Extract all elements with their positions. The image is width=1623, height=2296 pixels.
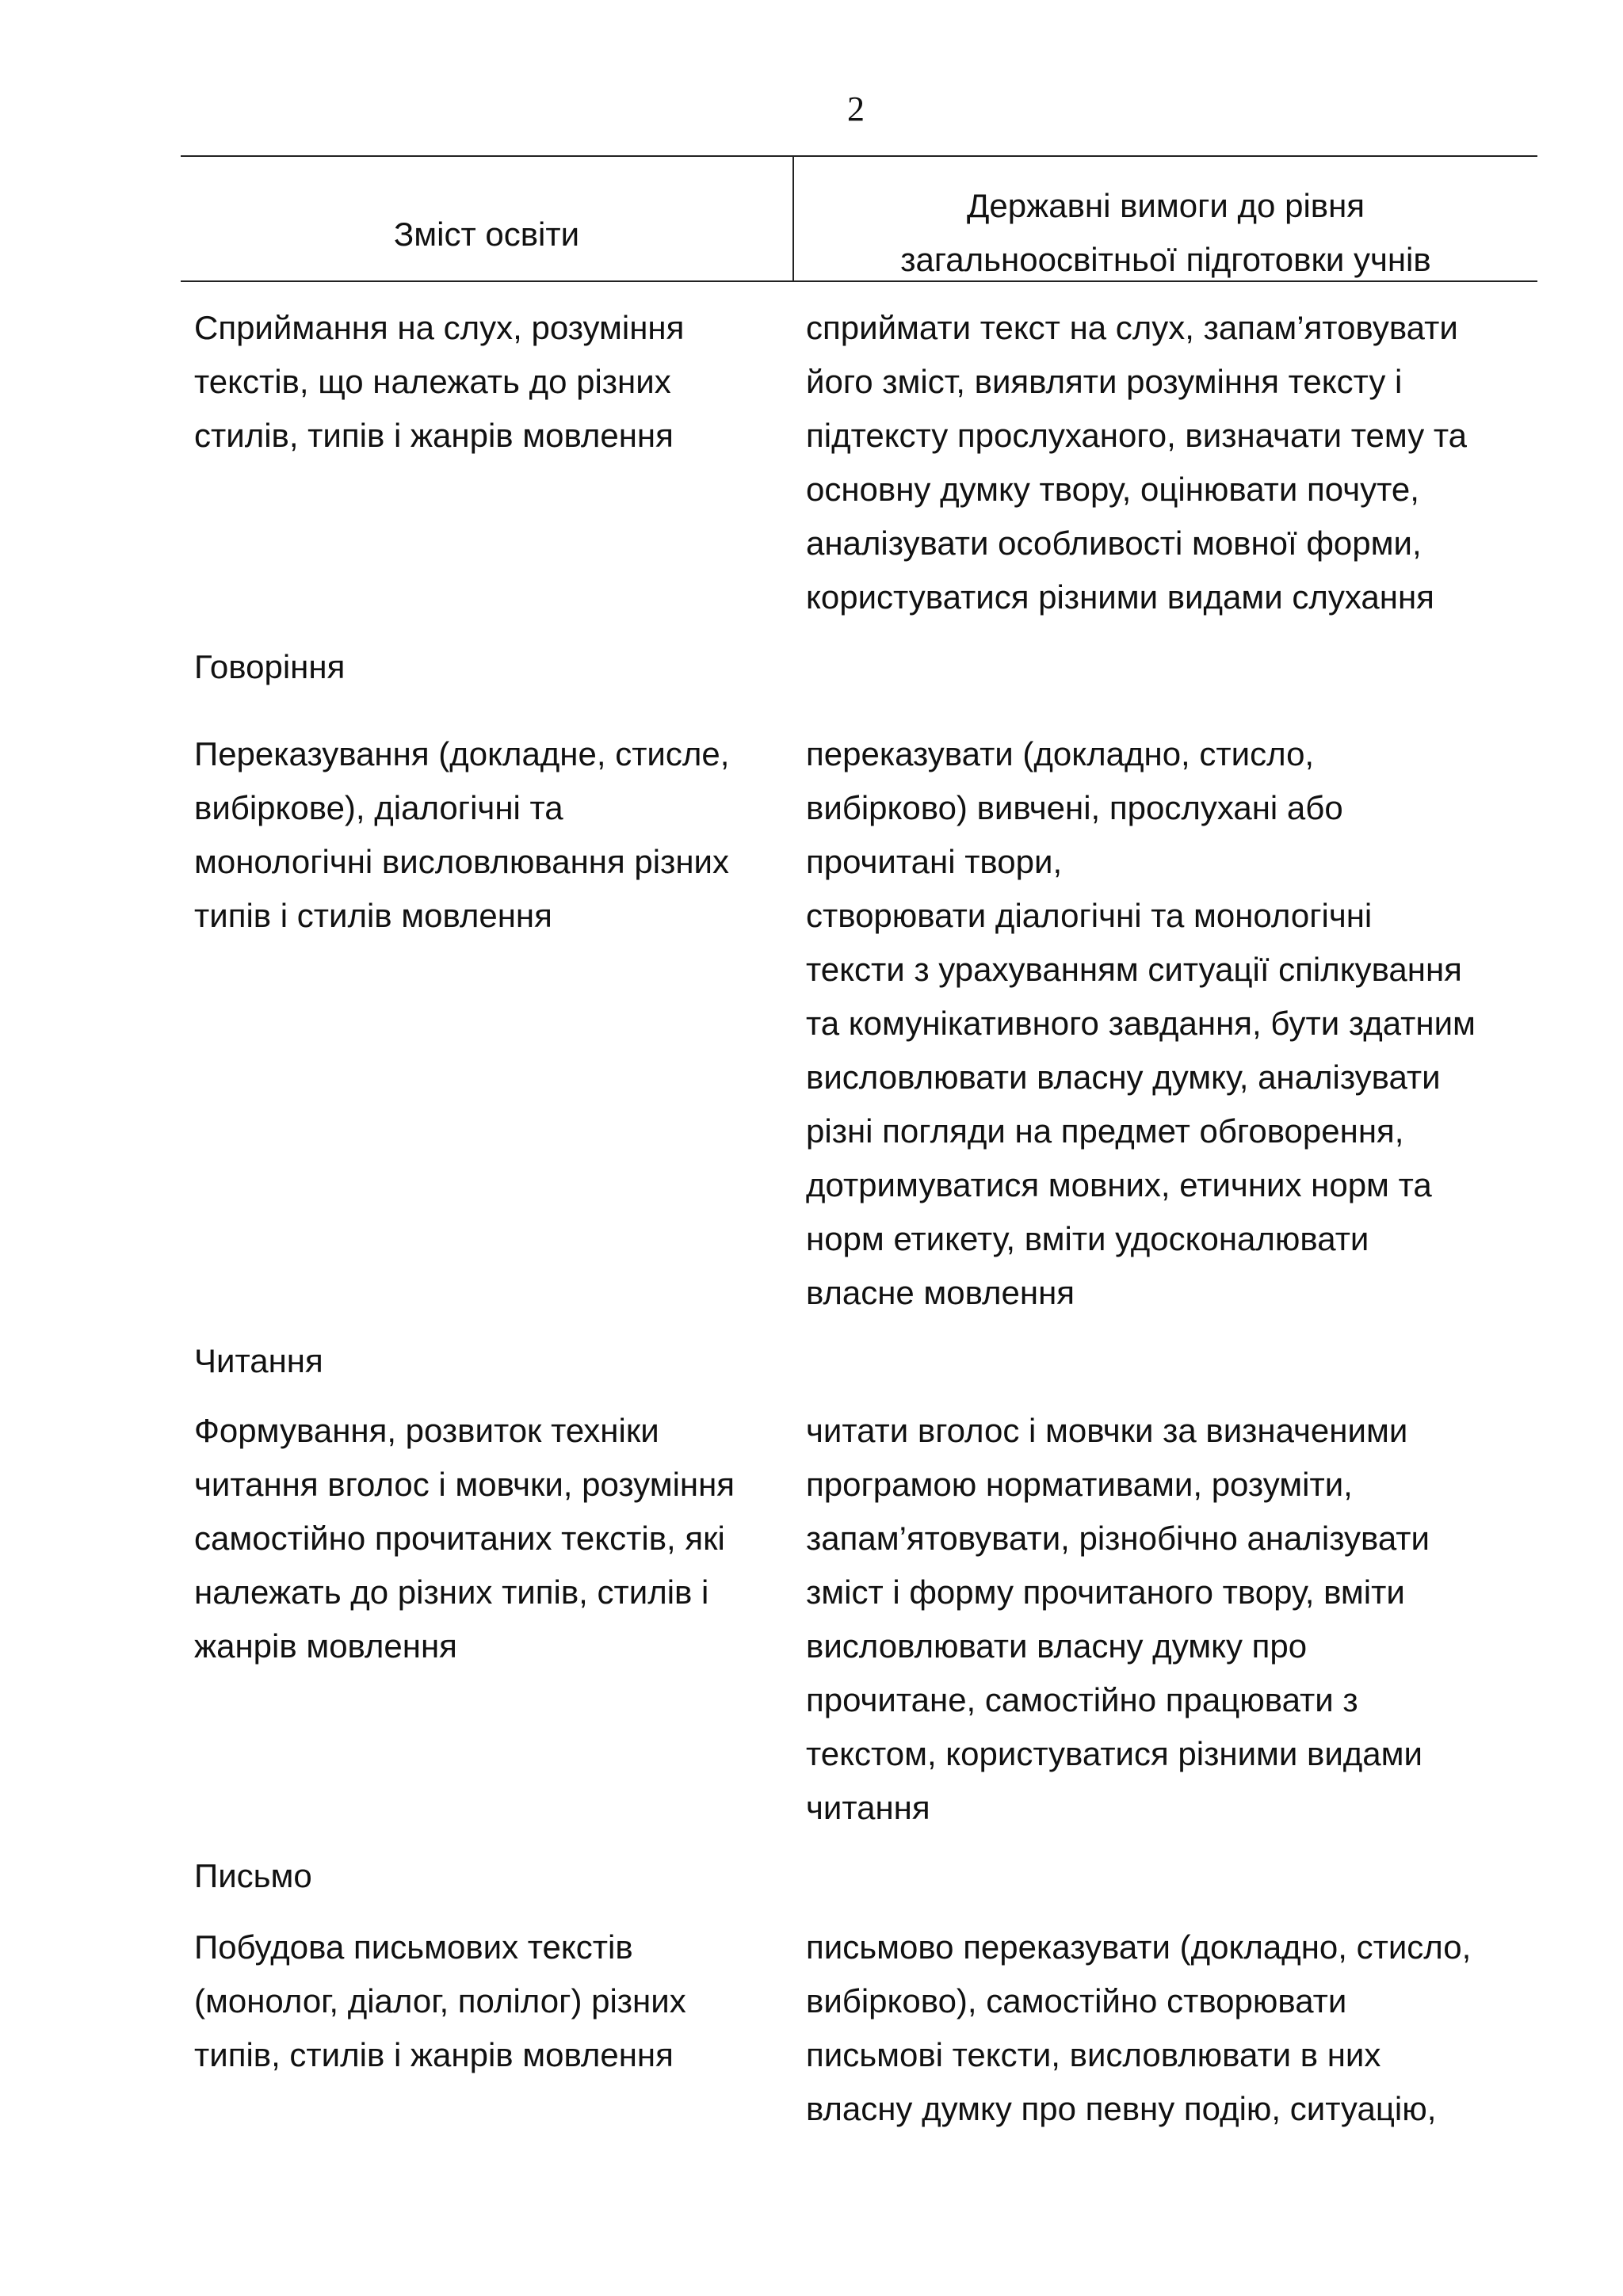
- section-title-writing: Письмо: [194, 1857, 312, 1894]
- row-listening-content: Сприймання на слух, розуміння текстів, що належать до різних стилів, типів і жанрів мовлення: [194, 309, 685, 454]
- row-speaking-requirements: переказувати (докладно, стисло, вибірково) вивчені, прослухані або прочитані твори, створювати діалогічні та монологічні тексти з урахуванням ситуації спілкування та комунікативного завдання, бути здатним висловлювати власну думку, аналізувати різні погляди на предмет обговорення, дотримуватися мовних, етичних норм та норм етикету, вміти удосконалювати власне мовлення: [806, 735, 1476, 1311]
- table-top-rule: [181, 155, 1537, 157]
- row-writing-content: Побудова письмових текстів (монолог, діалог, полілог) різних типів, стилів і жанрів мовлення: [194, 1928, 686, 2073]
- row-speaking-content: Переказування (докладне, стисле, вибіркове), діалогічні та монологічні висловлювання різних типів і стилів мовлення: [194, 735, 730, 934]
- row-reading-content: Формування, розвиток техніки читання вголос і мовчки, розуміння самостійно прочитаних текстів, які належать до різних типів, стилів і жанрів мовлення: [194, 1412, 735, 1665]
- row-listening-requirements: сприймати текст на слух, запам’ятовувати його зміст, виявляти розуміння тексту і підтексту прослуханого, визначати тему та основну думку твору, оцінювати почуте, аналізувати особливості мовної форми, користуватися різними видами слухання: [806, 309, 1468, 616]
- header-content-column: Зміст освіти: [393, 215, 580, 253]
- row-writing-requirements: письмово переказувати (докладно, стисло, вибірково), самостійно створювати письмові тексти, висловлювати в них власну думку про певну подію, ситуацію,: [806, 1928, 1472, 2127]
- header-requirements-column: Державні вимоги до рівня загальноосвітньої підготовки учнів: [900, 187, 1431, 278]
- page-number: 2: [847, 90, 865, 128]
- section-title-speaking: Говоріння: [194, 648, 346, 685]
- section-title-reading: Читання: [194, 1342, 323, 1379]
- row-reading-requirements: читати вголос і мовчки за визначеними програмою нормативами, розуміти, запам’ятовувати, різнобічно аналізувати зміст і форму прочитаного твору, вміти висловлювати власну думку про прочитане, самостійно працювати з текстом, користуватися різними видами читання: [806, 1412, 1430, 1826]
